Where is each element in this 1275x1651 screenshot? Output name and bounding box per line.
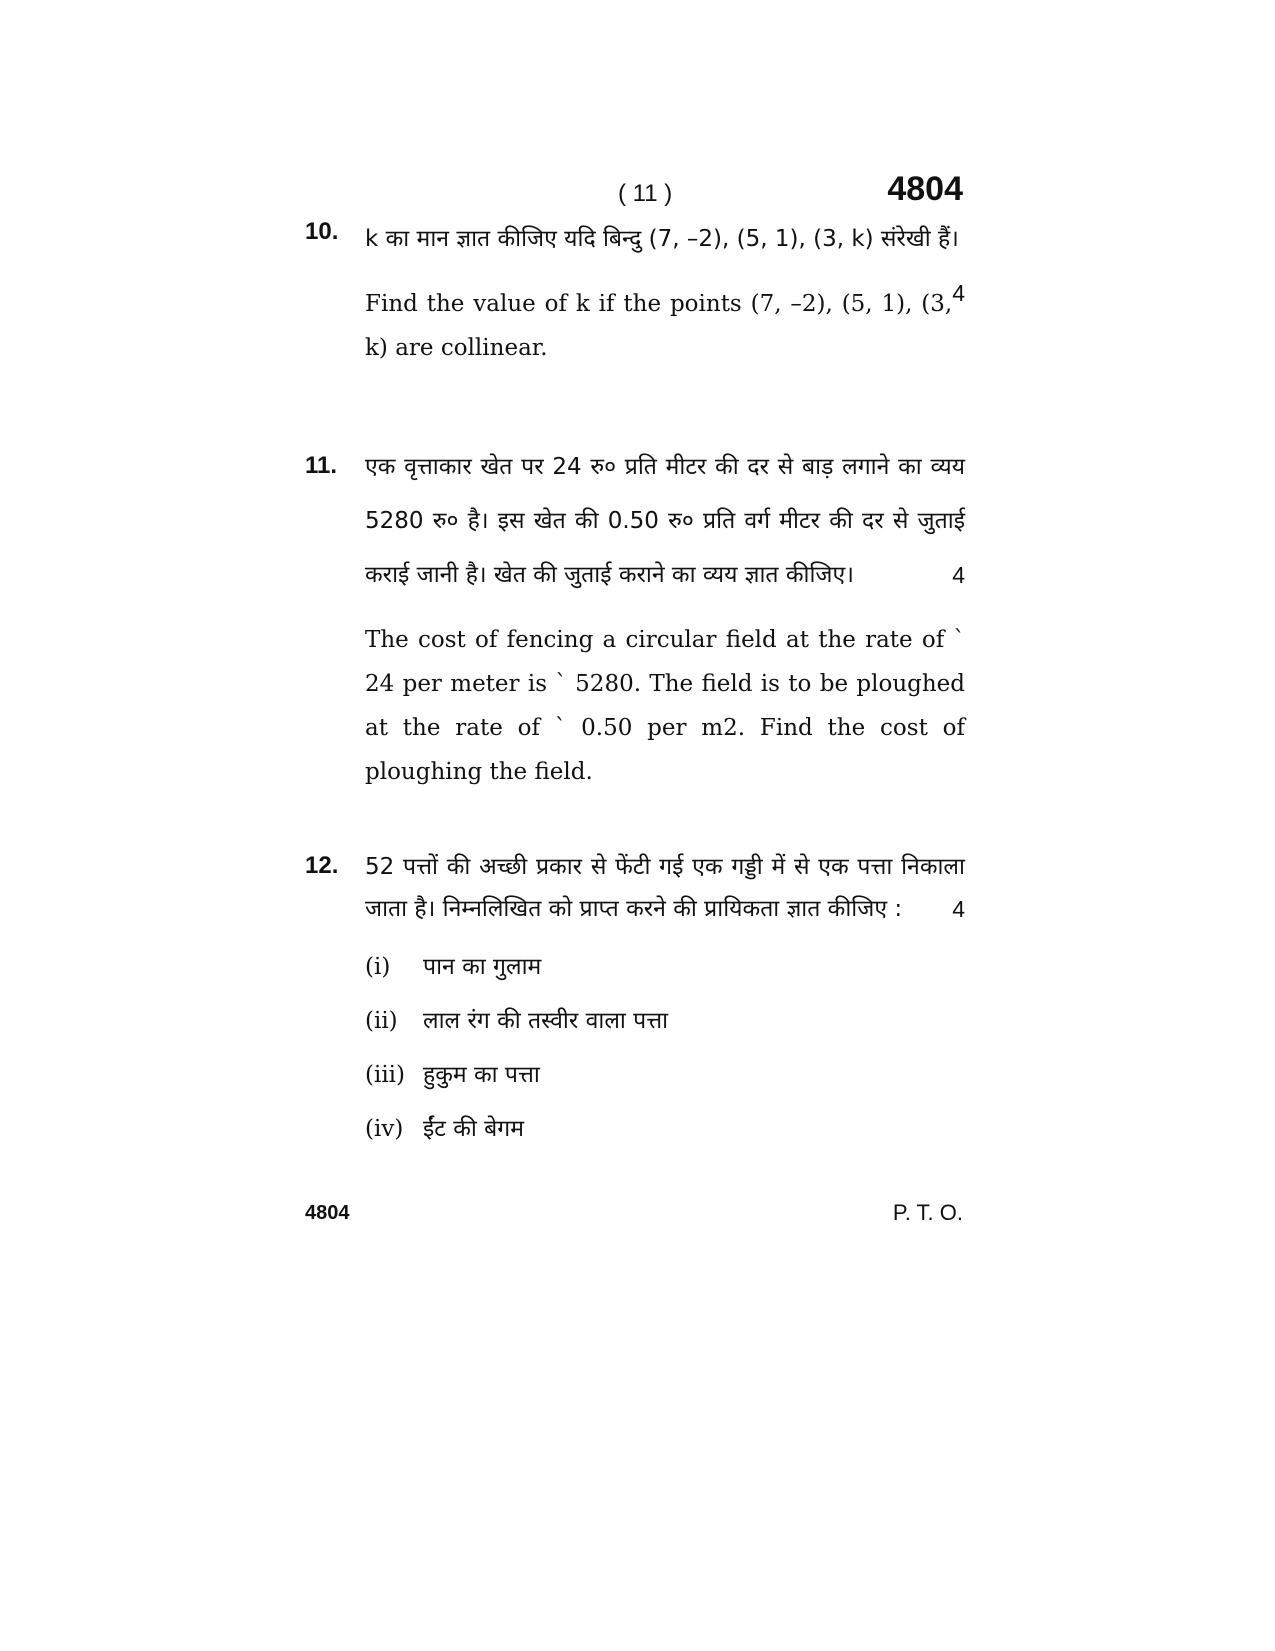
question-number: 10.	[305, 218, 339, 245]
sub-item-label: (iii)	[365, 1062, 406, 1088]
question-12	[305, 846, 965, 1156]
question-11	[305, 440, 965, 794]
sub-item-text: पान का गुलाम	[423, 954, 542, 980]
list-item	[365, 1048, 965, 1102]
question-hindi-text	[365, 212, 965, 306]
question-hindi-text	[365, 846, 965, 930]
please-turn-over: P. T. O.	[892, 1200, 963, 1225]
question-english-text: Find the value of k if the points (7, –2), (5, 1), (3, k) are collinear.	[365, 291, 953, 361]
question-number: 11.	[305, 452, 338, 479]
sub-question-list	[365, 940, 965, 1156]
hindi-text: k का मान ज्ञात कीजिए यदि बिन्दु (7, –2), (5, 1), (3, k) संरेखी हैं।	[365, 226, 959, 252]
question-english-text: The cost of fencing a circular field at the rate of ` 24 per meter is ` 5280. The field is to be ploughed at the rate of ` 0.50 per m2. Find the cost of ploughing the field.	[365, 627, 965, 785]
sub-item-text: हुकुम का पत्ता	[423, 1062, 540, 1088]
paper-code-header: 4804	[887, 170, 963, 208]
paper-code-footer: 4804	[305, 1202, 350, 1224]
marks: 4	[952, 562, 965, 588]
question-10	[305, 212, 965, 370]
sub-item-label: (ii)	[365, 1008, 398, 1034]
sub-item-text: लाल रंग की तस्वीर वाला पत्ता	[423, 1008, 669, 1034]
question-number: 12.	[305, 852, 339, 879]
list-item	[365, 940, 965, 994]
page-number: ( 11 )	[618, 180, 673, 207]
sub-item-label: (i)	[365, 954, 391, 980]
list-item	[365, 1102, 965, 1156]
sub-item-text: ईंट की बेगम	[423, 1116, 524, 1142]
sub-item-label: (iv)	[365, 1116, 404, 1142]
question-hindi-text	[365, 440, 965, 602]
hindi-text: 52 पत्तों की अच्छी प्रकार से फेंटी गई एक गड्डी में से एक पत्ता निकाला जाता है। निम्नलिखित को प्राप्त करने की प्रायिकता ज्ञात कीजिए :	[365, 854, 965, 922]
marks: 4	[952, 280, 965, 306]
marks: 4	[952, 896, 965, 922]
list-item	[365, 994, 965, 1048]
hindi-text: एक वृत्ताकार खेत पर 24 रु० प्रति मीटर की दर से बाड़ लगाने का व्यय 5280 रु० है। इस खेत की 0.50 रु० प्रति वर्ग मीटर की दर से जुताई कराई जानी है। खेत की जुताई कराने का व्यय ज्ञात कीजिए।	[365, 454, 965, 588]
